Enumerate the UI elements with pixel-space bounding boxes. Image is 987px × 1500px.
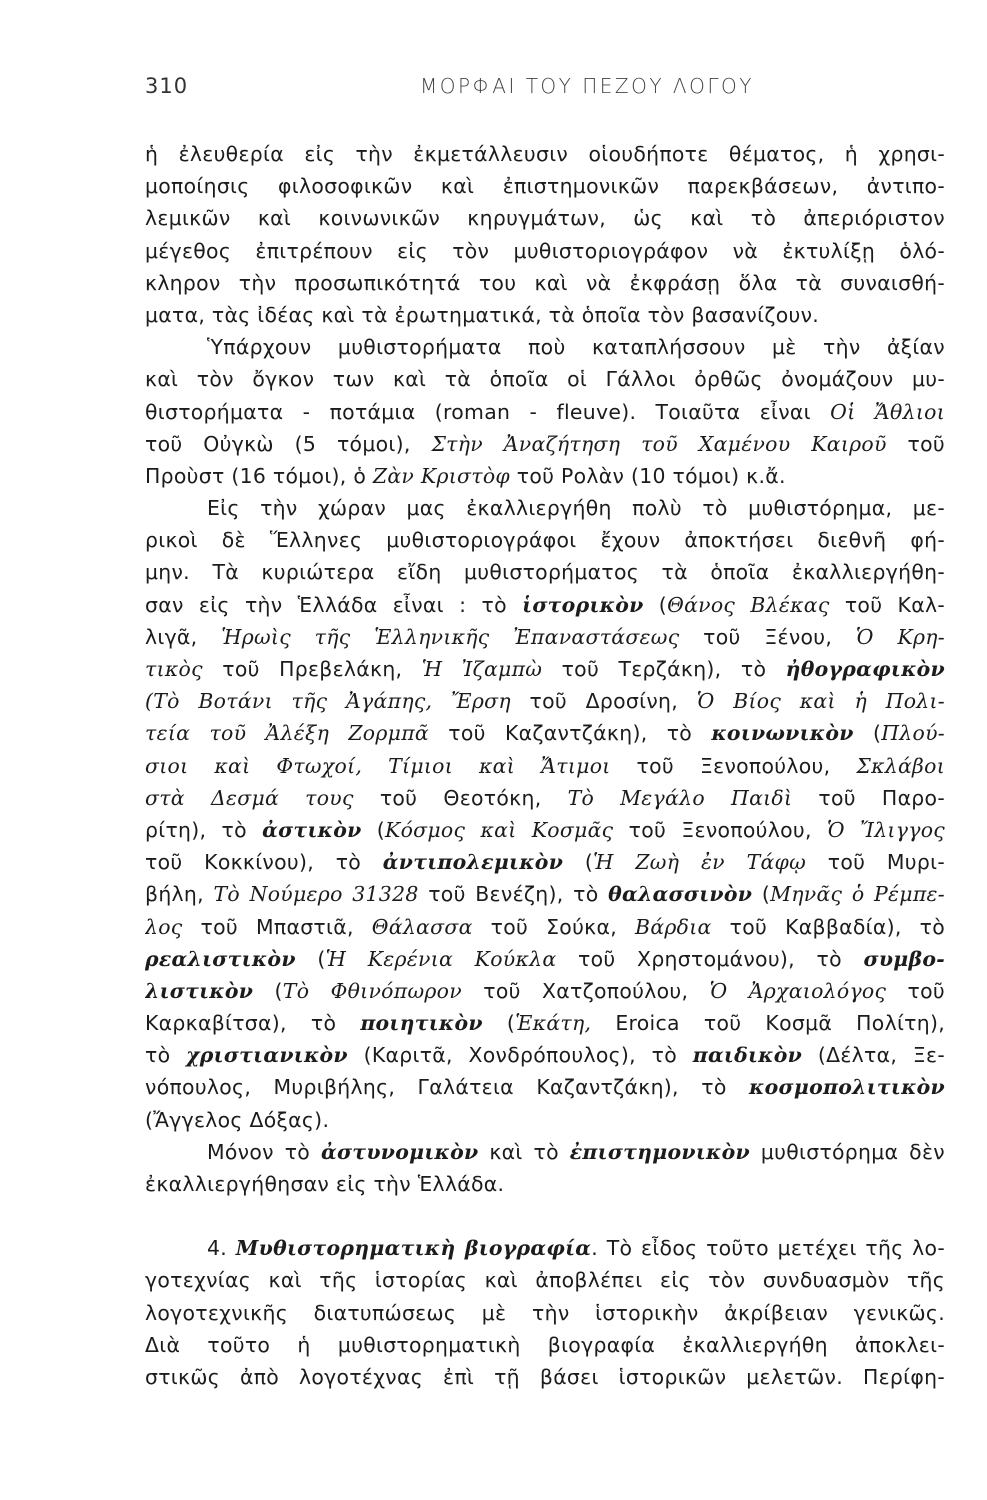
text-line: [145, 653, 945, 685]
text-run: 4.: [207, 1236, 236, 1261]
text-run: τοῦ Ξενοπούλου,: [613, 817, 827, 842]
text-run: τοῦ Πρεβελάκη,: [202, 657, 422, 681]
text-run: λεμικῶν καὶ κοινωνικῶν κηρυγμάτων, ὡς καὶ τὸ ἀπεριόριστον: [145, 206, 945, 231]
text-line: [145, 1329, 945, 1361]
text-run: (: [253, 978, 283, 1003]
italic-run: Κόσμος καὶ Κοσμᾶς: [385, 817, 614, 842]
bold-italic-run: ἱστορικὸν: [522, 592, 644, 617]
italic-run: σιοι καὶ Φτωχοί, Τίμιοι καὶ Ἄτιμοι: [145, 753, 611, 778]
text-line: [145, 975, 945, 1007]
text-line: [145, 911, 945, 943]
text-line: [145, 556, 945, 588]
italic-run: Ὁ Ἴλιγγος: [827, 817, 945, 842]
text-run: (: [295, 946, 326, 971]
text-run: (Δέλτα, Ξε-: [802, 1043, 945, 1068]
text-line: [145, 943, 945, 975]
italic-run: Πλού-: [881, 721, 945, 746]
italic-run: (Τὸ Βοτάνι τῆς Ἀγάπης, Ἔρση: [145, 689, 511, 714]
text-run: τὸ: [145, 1043, 187, 1068]
text-run: (: [643, 592, 668, 617]
italic-run: Ὁ Κρη-: [855, 624, 945, 649]
italic-run: τεία τοῦ Ἀλέξη Ζορμπᾶ: [145, 721, 429, 746]
italic-run: Ὁ Ἀρχαιολόγος: [709, 978, 887, 1003]
text-line: [145, 878, 945, 910]
text-run: μην. Τὰ κυριώτερα εἴδη μυθιστορήματος τὰ ὁποῖα ἐκαλλιεργήθη-: [145, 560, 945, 585]
italic-run: τικὸς: [145, 657, 203, 681]
text-run: τοῦ: [886, 978, 945, 1003]
text-line: [145, 170, 945, 202]
bold-italic-run: κοσμοπολιτικὸν: [749, 1075, 945, 1100]
italic-run: Ἡ Ἰζαμπὼ: [421, 657, 543, 681]
text-run: τοῦ Καββαδία), τὸ: [711, 914, 945, 939]
bold-italic-run: ρεαλιστικὸν: [145, 946, 296, 971]
text-run: Προὺστ (16 τόμοι), ὁ: [145, 463, 373, 488]
text-line: [145, 1039, 945, 1071]
text-line: [145, 814, 945, 846]
text-run: τοῦ: [886, 431, 945, 456]
bold-italic-run: ἀστικὸν: [262, 817, 362, 842]
bold-italic-run: παιδικὸν: [692, 1043, 803, 1068]
bold-italic-run: ἐπιστημονικὸν: [569, 1139, 750, 1164]
text-run: (Ἄγγελος Δόξας).: [145, 1107, 330, 1132]
text-line: [145, 1264, 945, 1296]
text-line: [145, 1361, 945, 1393]
text-run: τοῦ Σούκα,: [472, 914, 636, 939]
text-run: τοῦ Καζαντζάκη), τὸ: [429, 721, 712, 746]
text-run: τοῦ Ξένου,: [679, 624, 856, 649]
text-run: τοῦ Θεοτόκη,: [353, 785, 568, 810]
body-text: [145, 138, 945, 1393]
text-run: (: [361, 817, 386, 842]
italic-run: στὰ Δεσμά τους: [145, 785, 354, 810]
text-line: [145, 621, 945, 653]
text-line: [145, 235, 945, 267]
text-line: [145, 138, 945, 170]
text-run: τοῦ Χρηστομάνου), τὸ: [556, 946, 864, 971]
text-line: [145, 363, 945, 395]
italic-run: Τὸ Φθινόπωρον: [282, 978, 462, 1003]
italic-run: Θάνος Βλέκας: [667, 592, 830, 617]
text-run: βήλη,: [145, 882, 214, 907]
bold-italic-run: ποιητικὸν: [360, 1011, 483, 1036]
text-run: τοῦ Ρολὰν (10 τόμοι) κ.ἄ.: [509, 463, 786, 488]
text-run: καὶ τὸ: [478, 1139, 570, 1164]
italic-run: Ἑκάτη,: [515, 1011, 592, 1036]
text-run: Eroica τοῦ Κοσμᾶ Πολίτη),: [591, 1011, 945, 1036]
bold-italic-run: ἀστυνομικὸν: [320, 1139, 479, 1164]
text-run: ρικοὶ δὲ Ἕλληνες μυθιστοριογράφοι ἔχουν ἀποκτήσει διεθνῆ φή-: [145, 528, 945, 553]
text-line: [145, 331, 945, 363]
text-line: [145, 750, 945, 782]
text-run: καὶ τὸν ὄγκον των καὶ τὰ ὁποῖα οἱ Γάλλοι ὀρθῶς ὀνομάζουν μυ-: [145, 367, 945, 392]
bold-italic-run: λιστικὸν: [145, 978, 254, 1003]
italic-run: Βάρδια: [635, 914, 712, 939]
text-run: μυθιστόρημα δὲν: [749, 1139, 945, 1164]
text-run: στικῶς ἀπὸ λογοτέχνας ἐπὶ τῇ βάσει ἱστορικῶν μελετῶν. Περίφη-: [145, 1364, 945, 1389]
text-run: (: [563, 850, 594, 875]
bold-italic-run: Μυθιστορηματικὴ βιογραφία: [235, 1236, 592, 1261]
text-line: [145, 589, 945, 621]
italic-run: Στὴν Ἀναζήτηση τοῦ Χαμένου Καιροῦ: [431, 431, 887, 456]
text-run: τοῦ Κοκκίνου), τὸ: [145, 850, 383, 875]
text-run: (: [482, 1011, 516, 1036]
italic-run: Ἡρωὶς τῆς Ἑλληνικῆς Ἐπαναστάσεως: [221, 624, 680, 649]
bold-italic-run: θαλασσινὸν: [608, 882, 753, 907]
italic-run: Ἡ Κερένια Κούκλα: [325, 946, 557, 971]
italic-run: λος: [145, 914, 183, 939]
text-line: [145, 717, 945, 749]
text-line: [145, 1136, 945, 1168]
text-line: [145, 396, 945, 428]
text-run: ματα, τὰς ἰδέας καὶ τὰ ἐρωτηματικά, τὰ ὁποῖα τὸν βασανίζουν.: [145, 302, 820, 327]
text-run: λιγᾶ,: [145, 624, 222, 649]
text-run: τοῦ Τερζάκη), τὸ: [542, 657, 786, 681]
bold-italic-run: ἠθογραφικὸν: [785, 657, 945, 681]
text-line: [145, 1007, 945, 1039]
text-run: τοῦ Βενέζη), τὸ: [418, 882, 609, 907]
italic-run: Μηνᾶς ὁ Ρέμπε-: [770, 882, 945, 907]
text-run: νόπουλος, Μυριβήλης, Γαλάτεια Καζαντζάκη), τὸ: [145, 1075, 750, 1100]
text-run: γοτεχνίας καὶ τῆς ἱστορίας καὶ ἀποβλέπει εἰς τὸν συνδυασμὸν τῆς: [145, 1268, 945, 1293]
text-line: [145, 492, 945, 524]
text-run: τοῦ Ξενοπούλου,: [610, 753, 857, 778]
italic-run: Οἱ Ἄθλιοι: [830, 399, 945, 424]
paragraph-gap: [145, 1200, 945, 1232]
italic-run: Ὁ Βίος καὶ ἡ Πολι-: [696, 689, 945, 714]
italic-run: Θάλασσα: [371, 914, 473, 939]
text-run: τοῦ Παρο-: [792, 785, 945, 810]
text-line: [145, 524, 945, 556]
text-line: [145, 1071, 945, 1103]
text-run: (: [853, 721, 882, 746]
italic-run: Ζὰν Κριστὸφ: [372, 463, 510, 488]
bold-italic-run: κοινωνικὸν: [711, 721, 854, 746]
italic-run: Σκλάβοι: [856, 753, 945, 778]
text-run: κληρον τὴν προσωπικότητά του καὶ νὰ ἐκφράσῃ ὅλα τὰ συναισθή-: [145, 270, 945, 295]
text-run: σαν εἰς τὴν Ἑλλάδα εἶναι : τὸ: [145, 592, 523, 617]
text-line: [145, 1104, 945, 1136]
text-run: τοῦ Χατζοπούλου,: [461, 978, 710, 1003]
text-run: τοῦ Οὐγκὼ (5 τόμοι),: [145, 431, 432, 456]
text-run: Μόνον τὸ: [207, 1139, 321, 1164]
text-run: ἡ ἐλευθερία εἰς τὴν ἐκμετάλλευσιν οἱουδήποτε θέματος, ἡ χρησι-: [145, 142, 945, 166]
text-line: [145, 1168, 945, 1200]
text-run: Καρκαβίτσα), τὸ: [145, 1011, 361, 1036]
text-run: μέγεθος ἐπιτρέπουν εἰς τὸν μυθιστοριογράφον νὰ ἐκτυλίξῃ ὁλό-: [145, 238, 945, 263]
text-run: μοποίησις φιλοσοφικῶν καὶ ἐπιστημονικῶν παρεκβάσεων, ἀντιπο-: [145, 174, 945, 199]
text-run: τοῦ Μυρι-: [806, 850, 945, 875]
text-run: Εἰς τὴν χώραν μας ἐκαλλιεργήθη πολὺ τὸ μυθιστόρημα, με-: [207, 496, 945, 521]
text-line: [145, 460, 945, 492]
bold-italic-run: ἀντιπολεμικὸν: [382, 850, 564, 875]
bold-italic-run: χριστιανικὸν: [186, 1043, 348, 1068]
text-run: Ὑπάρχουν μυθιστορήματα ποὺ καταπλήσσουν μὲ τὴν ἀξίαν: [207, 335, 945, 360]
page-number: 310: [145, 74, 189, 98]
text-run: λογοτεχνικῆς διατυπώσεως μὲ τὴν ἱστορικὴν ἀκρίβειαν γενικῶς.: [145, 1300, 945, 1325]
bold-italic-run: συμβο-: [863, 946, 945, 971]
text-run: ρίτη), τὸ: [145, 817, 263, 842]
text-line: [145, 846, 945, 878]
text-run: τοῦ Μπαστιᾶ,: [182, 914, 372, 939]
text-line: [145, 267, 945, 299]
text-run: τοῦ Δροσίνη,: [510, 689, 697, 714]
running-head: ΜΟΡΦΑΙ ΤΟΥ ΠΕΖΟΥ ΛΟΓΟΥ: [420, 74, 754, 98]
text-run: (Καριτᾶ, Χονδρόπουλος), τὸ: [347, 1043, 693, 1068]
text-run: . Τὸ εἶδος τοῦτο μετέχει τῆς λο-: [591, 1236, 945, 1261]
italic-run: Τὸ Νούμερο 31328: [213, 882, 419, 907]
text-line: [145, 782, 945, 814]
page-header: [145, 74, 945, 104]
text-line: [145, 299, 945, 331]
text-line: [145, 685, 945, 717]
text-run: θιστορήματα - ποτάμια (roman - fleuve). Τοιαῦτα εἶναι: [145, 399, 831, 424]
text-run: (: [752, 882, 771, 907]
text-line: [145, 1297, 945, 1329]
text-run: τοῦ Καλ-: [829, 592, 945, 617]
text-run: ἐκαλλιεργήθησαν εἰς τὴν Ἑλλάδα.: [145, 1172, 505, 1196]
italic-run: Ἡ Ζωὴ ἐν Τάφῳ: [593, 850, 807, 875]
text-run: Διὰ τοῦτο ἡ μυθιστορηματικὴ βιογραφία ἐκαλλιεργήθη ἀποκλει-: [145, 1332, 945, 1357]
text-line: [145, 202, 945, 234]
italic-run: Τὸ Μεγάλο Παιδὶ: [567, 785, 793, 810]
text-line: [145, 1232, 945, 1264]
text-line: [145, 428, 945, 460]
